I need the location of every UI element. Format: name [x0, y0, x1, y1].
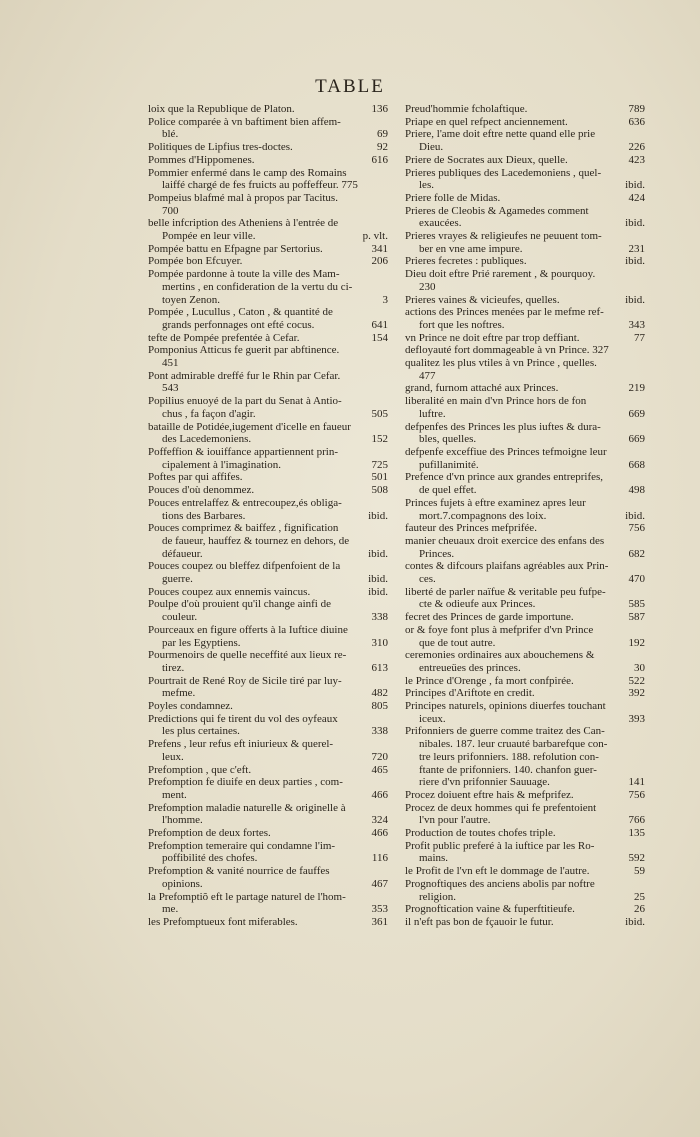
entry-text: Princes fujets à eftre examinez apres leur	[405, 496, 586, 509]
page-ref: 392	[628, 687, 645, 700]
page-ref: 141	[628, 776, 645, 789]
index-entry	[405, 268, 645, 293]
entry-text: Pompée battu en Efpagne par Sertorius.	[148, 242, 323, 255]
page-ref: 522	[628, 674, 645, 687]
page-ref: 465	[371, 763, 388, 776]
index-entry	[405, 687, 645, 700]
index-entry	[405, 802, 645, 827]
index-entry	[148, 560, 388, 585]
index-entry	[148, 497, 388, 522]
index-entry	[405, 522, 645, 535]
entry-text: Pont admirable dreffé fur le Rhin par Cefar.	[148, 369, 341, 382]
entry-continuation: mertins , en confideration de la vertu du ci-	[162, 280, 353, 293]
entry-text: Prefens , leur refus eft iniurieux & querel-	[148, 738, 334, 751]
page-ref: 789	[628, 103, 645, 115]
entry-text: Dieu doit eftre Prié rarement , & pourquoy.	[405, 268, 596, 281]
entry-continuation: 230	[419, 280, 436, 293]
page-ref: ibid.	[625, 217, 645, 230]
entry-continuation: 477	[419, 369, 436, 382]
page-ref: 587	[628, 611, 645, 624]
entry-text: Pompeius blafmé mal à propos par Tacitus.	[148, 191, 338, 204]
entry-text: or & foye font plus à mefprifer d'vn Prince	[405, 623, 594, 636]
entry-text: grand, furnom attaché aux Princes.	[405, 382, 559, 395]
page-ref: 154	[371, 331, 388, 344]
entry-text: Production de toutes chofes triple.	[405, 827, 556, 840]
index-entry	[148, 167, 388, 192]
page-ref: 498	[628, 484, 645, 497]
entry-continuation: des Lacedemoniens.	[162, 433, 252, 446]
left-column	[148, 103, 388, 929]
entry-continuation: Pompée en leur ville.	[162, 230, 256, 243]
index-entry	[405, 878, 645, 903]
entry-continuation: toyen Zenon.	[162, 293, 221, 306]
entry-text: Pourceaux en figure offerts à la Iuftice diuine	[148, 623, 348, 636]
entry-continuation: mefme.	[162, 687, 196, 700]
index-entry	[148, 192, 388, 217]
entry-continuation: les plus certaines.	[162, 725, 240, 738]
entry-continuation: cipalement à l'imagination.	[162, 458, 281, 471]
entry-continuation: ftante de prifonniers. 140. chanfon guer-	[419, 763, 597, 776]
entry-continuation: iceux.	[419, 712, 446, 725]
entry-text: Poyles condamnez.	[148, 700, 233, 713]
index-entry	[148, 421, 388, 446]
index-entry	[405, 471, 645, 496]
index-entry	[405, 395, 645, 420]
entry-continuation: les.	[419, 179, 434, 192]
entry-text: Prieres publiques des Lacedemoniens , quel-	[405, 166, 602, 179]
index-entry	[148, 471, 388, 484]
index-entry	[148, 332, 388, 345]
entry-text: Predictions qui fe tirent du vol des oyfeaux	[148, 712, 338, 725]
index-entry	[148, 395, 388, 420]
entry-text: Pouces coupez aux ennemis vaincus.	[148, 585, 311, 598]
entry-text: Pourmenoirs de quelle neceffité aux lieux re-	[148, 649, 347, 662]
entry-text: le Profit de l'vn eft le dommage de l'autre.	[405, 865, 590, 878]
page-ref: 669	[628, 433, 645, 446]
entry-continuation: chus , fa façon d'agir.	[162, 407, 256, 420]
page-ref: 756	[628, 788, 645, 801]
entry-text: la Prefomptiõ eft le partage naturel de l'hom-	[148, 890, 346, 903]
index-entry	[148, 116, 388, 141]
entry-text: actions des Princes menées par le mefme ref-	[405, 306, 604, 319]
entry-text: Poftes par qui affifes.	[148, 471, 243, 484]
page-ref: 720	[371, 750, 388, 763]
entry-text: Popilius enuoyé de la part du Senat à Antio-	[148, 395, 342, 408]
page-ref: 206	[371, 255, 388, 268]
page-ref: 501	[371, 471, 388, 484]
entry-continuation: couleur.	[162, 611, 198, 624]
entry-continuation: opinions.	[162, 877, 203, 890]
entry-continuation: luftre.	[419, 407, 446, 420]
entry-continuation: par les Egyptiens.	[162, 636, 241, 649]
page-ref: 636	[628, 115, 645, 128]
entry-text: contes & difcours plaifans agréables aux Prin-	[405, 560, 609, 573]
page-header: TABLE	[315, 76, 385, 97]
page-ref: 353	[371, 903, 388, 916]
entry-continuation: l'homme.	[162, 814, 203, 827]
index-entry	[405, 306, 645, 331]
page-ref: 508	[371, 484, 388, 497]
index-entry	[148, 738, 388, 763]
entry-text: Pouces d'où denommez.	[148, 484, 255, 497]
entry-text: Prognoftication vaine & fuperftitieufe.	[405, 903, 575, 916]
entry-text: Prefomption & vanité nourrice de fauffes	[148, 865, 330, 878]
index-entry	[148, 802, 388, 827]
entry-text: fecret des Princes de garde importune.	[405, 611, 574, 624]
entry-continuation: 543	[162, 382, 179, 395]
page-ref: 116	[371, 852, 388, 865]
index-entry	[405, 903, 645, 916]
entry-continuation: me.	[162, 903, 179, 916]
page-ref: 669	[628, 407, 645, 420]
page-ref: 466	[371, 788, 388, 801]
entry-text: defloyauté fort dommageable à vn Prince. 327	[405, 344, 609, 357]
page-ref: 135	[628, 827, 645, 840]
page-ref: 219	[628, 382, 645, 395]
index-entry	[405, 154, 645, 167]
index-entry	[405, 446, 645, 471]
entry-text: Procez de deux hommes qui fe prefentoient	[405, 801, 597, 814]
entry-continuation: cte & odieufe aux Princes.	[419, 598, 536, 611]
page-ref: 756	[628, 522, 645, 535]
page-ref: ibid.	[368, 547, 388, 560]
entry-text: Pouces coupez ou bleffez difpenfoient de la	[148, 560, 341, 573]
page-ref: ibid.	[625, 509, 645, 522]
page-ref: 152	[371, 433, 388, 446]
page-ref: 192	[628, 636, 645, 649]
entry-continuation: riere d'vn prifonnier Sauuage.	[419, 776, 550, 789]
page-ref: ibid.	[625, 179, 645, 192]
entry-text: manier cheuaux droit exercice des enfans des	[405, 534, 605, 547]
page-ref: ibid.	[625, 293, 645, 306]
index-entry	[148, 141, 388, 154]
entry-continuation: entreueües des princes.	[419, 661, 521, 674]
entry-text: ceremonies ordinaires aux abouchemens &	[405, 649, 595, 662]
page-ref: 92	[377, 141, 388, 154]
entry-continuation: nibales. 187. leur cruauté barbarefque con-	[419, 738, 608, 751]
entry-text: liberalité en main d'vn Prince hors de fon	[405, 395, 587, 408]
page-ref: p. vlt.	[362, 230, 388, 243]
entry-continuation: blé.	[162, 128, 179, 141]
entry-continuation: tions des Barbares.	[162, 509, 246, 522]
index-entry	[405, 128, 645, 153]
page-ref: 338	[371, 725, 388, 738]
index-entry	[148, 255, 388, 268]
index-entry	[148, 865, 388, 890]
entry-text: Prefomption , que c'eft.	[148, 763, 252, 776]
page-ref: 467	[371, 877, 388, 890]
index-entry	[405, 865, 645, 878]
page-ref: 505	[371, 407, 388, 420]
page-ref: 482	[371, 687, 388, 700]
entry-text: fauteur des Princes mefprifée.	[405, 522, 537, 535]
index-entry	[405, 624, 645, 649]
entry-text: Pomponius Atticus fe guerit par abftinence.	[148, 344, 340, 357]
entry-text: Pompée bon Efcuyer.	[148, 255, 243, 268]
page-ref: 136	[371, 103, 388, 115]
page-ref: ibid.	[368, 573, 388, 586]
index-entry	[405, 675, 645, 688]
entry-text: loix que la Republique de Platon.	[148, 103, 295, 115]
index-entry	[148, 586, 388, 599]
entry-text: Police comparée à vn baftiment bien affem-	[148, 115, 341, 128]
index-entry	[148, 598, 388, 623]
index-entry	[148, 916, 388, 929]
index-entry	[148, 624, 388, 649]
page-ref: 77	[634, 331, 645, 344]
entry-continuation: pufillanimité.	[419, 458, 479, 471]
entry-text: Preud'hommie fcholaftique.	[405, 103, 528, 115]
index-entry	[405, 497, 645, 522]
page-ref: 59	[634, 865, 645, 878]
page-ref: 466	[371, 827, 388, 840]
page-ref: 423	[628, 153, 645, 166]
page-ref: 361	[371, 916, 388, 928]
index-entry	[148, 776, 388, 801]
entry-continuation: l'vn pour l'autre.	[419, 814, 491, 827]
index-entry	[405, 103, 645, 116]
index-entry	[405, 840, 645, 865]
page-ref: ibid.	[368, 509, 388, 522]
entry-text: Prieres vaines & vicieufes, quelles.	[405, 293, 560, 306]
entry-continuation: ces.	[419, 573, 436, 586]
index-entry	[148, 764, 388, 777]
entry-text: Poulpe d'où prouient qu'il change ainfi de	[148, 598, 331, 611]
entry-text: Prefence d'vn prince aux grandes entreprifes,	[405, 471, 604, 484]
entry-continuation: Princes.	[419, 547, 455, 560]
page-ref: 341	[371, 242, 388, 255]
entry-text: Prifonniers de guerre comme traitez des Can-	[405, 725, 605, 738]
entry-text: il n'eft pas bon de fçauoir le futur.	[405, 916, 554, 928]
right-column	[405, 103, 645, 929]
index-entry	[405, 789, 645, 802]
entry-text: Pompée pardonne à toute la ville des Mam-	[148, 268, 340, 281]
page-ref: 69	[377, 128, 388, 141]
page-ref: ibid.	[368, 585, 388, 598]
index-entry	[148, 154, 388, 167]
index-entry	[148, 700, 388, 713]
entry-continuation: mort.7.compagnons des loix.	[419, 509, 547, 522]
index-entry	[148, 649, 388, 674]
entry-continuation: de faueur, hauffez & tournez en dehors, de	[162, 534, 350, 547]
page-ref: 324	[371, 814, 388, 827]
entry-text: les Prefomptueux font miferables.	[148, 916, 298, 928]
entry-text: Prieres vrayes & religieufes ne peuuent tom-	[405, 230, 602, 243]
entry-text: Politiques de Lipfius tres-doctes.	[148, 141, 293, 154]
index-entry	[405, 230, 645, 255]
page-ref: 3	[382, 293, 388, 306]
entry-continuation: 700	[162, 204, 179, 217]
entry-continuation: 451	[162, 357, 179, 370]
entry-text: Prefomption temeraire qui condamne l'im-	[148, 839, 336, 852]
index-entry	[405, 205, 645, 230]
entry-continuation: défaueur.	[162, 547, 203, 560]
entry-text: tefte de Pompée prefentée à Cefar.	[148, 331, 300, 344]
index-entry	[148, 306, 388, 331]
index-entry	[405, 357, 645, 382]
entry-text: Poffeffion & iouiffance appartiennent prin-	[148, 445, 338, 458]
entry-continuation: tre leurs prifonniers. 188. refolution con-	[419, 750, 599, 763]
entry-continuation: grands perfonnages ont efté cocus.	[162, 318, 315, 331]
index-entry	[405, 344, 645, 357]
index-entry	[148, 446, 388, 471]
page-ref: 682	[628, 547, 645, 560]
index-entry	[148, 675, 388, 700]
page-ref: 668	[628, 458, 645, 471]
index-entry	[405, 535, 645, 560]
page-ref: 766	[628, 814, 645, 827]
entry-continuation: exaucées.	[419, 217, 462, 230]
index-entry	[405, 382, 645, 395]
entry-text: qualitez les plus vtiles à vn Prince , quelles.	[405, 357, 597, 370]
index-entry	[148, 713, 388, 738]
entry-continuation: laiffé chargé de fes fruicts au poffeffeur. 775	[162, 179, 358, 192]
index-entry	[405, 611, 645, 624]
entry-text: defpenfe exceffiue des Princes tefmoigne leur	[405, 445, 607, 458]
entry-continuation: religion.	[419, 890, 456, 903]
entry-text: Pouces entrelaffez & entrecoupez,és obliga-	[148, 496, 342, 509]
index-entry	[148, 243, 388, 256]
entry-text: Prieres fecretes : publiques.	[405, 255, 527, 268]
page-ref: 26	[634, 903, 645, 916]
page-ref: 343	[628, 318, 645, 331]
index-entry	[405, 116, 645, 129]
entry-continuation: que de tout autre.	[419, 636, 496, 649]
page-ref: 393	[628, 712, 645, 725]
entry-text: Priape en quel refpect anciennement.	[405, 115, 568, 128]
entry-text: defpenfes des Princes les plus iuftes & dura-	[405, 420, 601, 433]
index-entry	[405, 916, 645, 929]
page-ref: 641	[371, 318, 388, 331]
entry-text: Pommier enfermé dans le camp des Romains	[148, 166, 347, 179]
entry-text: Pompée , Lucullus , Caton , & quantité de	[148, 306, 333, 319]
entry-continuation: poffibilité des chofes.	[162, 852, 258, 865]
entry-continuation: fort que les noftres.	[419, 318, 505, 331]
entry-text: Prieres de Cleobis & Agamedes comment	[405, 204, 589, 217]
index-entry	[405, 421, 645, 446]
entry-continuation: leux.	[162, 750, 184, 763]
entry-text: Profit public preferé à la iuftice par les Ro-	[405, 839, 595, 852]
index-entry	[148, 827, 388, 840]
entry-text: Principes d'Ariftote en credit.	[405, 687, 535, 700]
entry-continuation: ment.	[162, 788, 187, 801]
index-entry	[405, 192, 645, 205]
index-entry	[148, 217, 388, 242]
index-entry	[148, 891, 388, 916]
page-ref: 226	[628, 141, 645, 154]
page-ref: 725	[371, 458, 388, 471]
page-ref: 616	[371, 153, 388, 166]
index-entry	[148, 840, 388, 865]
entry-continuation: Dieu.	[419, 141, 444, 154]
entry-text: belle infcription des Atheniens à l'entrée de	[148, 217, 339, 230]
entry-continuation: mains.	[419, 852, 449, 865]
entry-text: Pommes d'Hippomenes.	[148, 153, 255, 166]
entry-text: liberté de parler naïfue & veritable peu fufpe-	[405, 585, 606, 598]
entry-text: Priere, l'ame doit eftre nette quand elle prie	[405, 128, 596, 141]
index-entry	[405, 827, 645, 840]
entry-text: Priere de Socrates aux Dieux, quelle.	[405, 153, 568, 166]
page-ref: 231	[628, 242, 645, 255]
index-entry	[405, 560, 645, 585]
entry-text: le Prince d'Orenge , fa mort confpirée.	[405, 674, 574, 687]
page-ref: 310	[371, 636, 388, 649]
page-ref: 585	[628, 598, 645, 611]
page-ref: 424	[628, 191, 645, 204]
index-entry	[405, 725, 645, 789]
entry-continuation: ber en vne ame impure.	[419, 242, 523, 255]
entry-continuation: tirez.	[162, 661, 185, 674]
entry-text: Pouces comprimez & baiffez , fignification	[148, 522, 339, 535]
index-entry	[405, 167, 645, 192]
index-entry	[148, 268, 388, 306]
entry-text: vn Prince ne doit eftre par trop deffiant.	[405, 331, 580, 344]
page-ref: ibid.	[625, 916, 645, 928]
index-entry	[148, 522, 388, 560]
page-ref: 30	[634, 661, 645, 674]
index-entry	[405, 649, 645, 674]
page-ref: 470	[628, 573, 645, 586]
index-entry	[405, 700, 645, 725]
entry-continuation: guerre.	[162, 573, 193, 586]
page-ref: 592	[628, 852, 645, 865]
index-entry	[405, 586, 645, 611]
index-entry	[148, 344, 388, 369]
index-entry	[148, 484, 388, 497]
entry-text: Procez doiuent eftre hais & mefprifez.	[405, 788, 574, 801]
page-ref: ibid.	[625, 255, 645, 268]
entry-text: Principes naturels, opinions diuerfes touchant	[405, 700, 606, 713]
entry-continuation: bles, quelles.	[419, 433, 477, 446]
page-ref: 25	[634, 890, 645, 903]
index-entry	[405, 255, 645, 268]
page-ref: 805	[371, 700, 388, 713]
entry-text: Prefomption maladie naturelle & originelle à	[148, 801, 346, 814]
index-entry	[148, 103, 388, 116]
entry-text: Prefomption fe diuife en deux parties , com-	[148, 776, 343, 789]
page-ref: 613	[371, 661, 388, 674]
page-ref: 338	[371, 611, 388, 624]
entry-text: Pourtrait de René Roy de Sicile tiré par luy-	[148, 674, 342, 687]
index-entry	[148, 370, 388, 395]
index-entry	[405, 294, 645, 307]
entry-continuation: de quel effet.	[419, 484, 477, 497]
index-entry	[405, 332, 645, 345]
entry-text: Priere folle de Midas.	[405, 191, 501, 204]
entry-text: bataille de Potidée,iugement d'icelle en faueur	[148, 420, 351, 433]
entry-text: Prefomption de deux fortes.	[148, 827, 271, 840]
entry-text: Prognoftiques des anciens abolis par noftre	[405, 877, 595, 890]
